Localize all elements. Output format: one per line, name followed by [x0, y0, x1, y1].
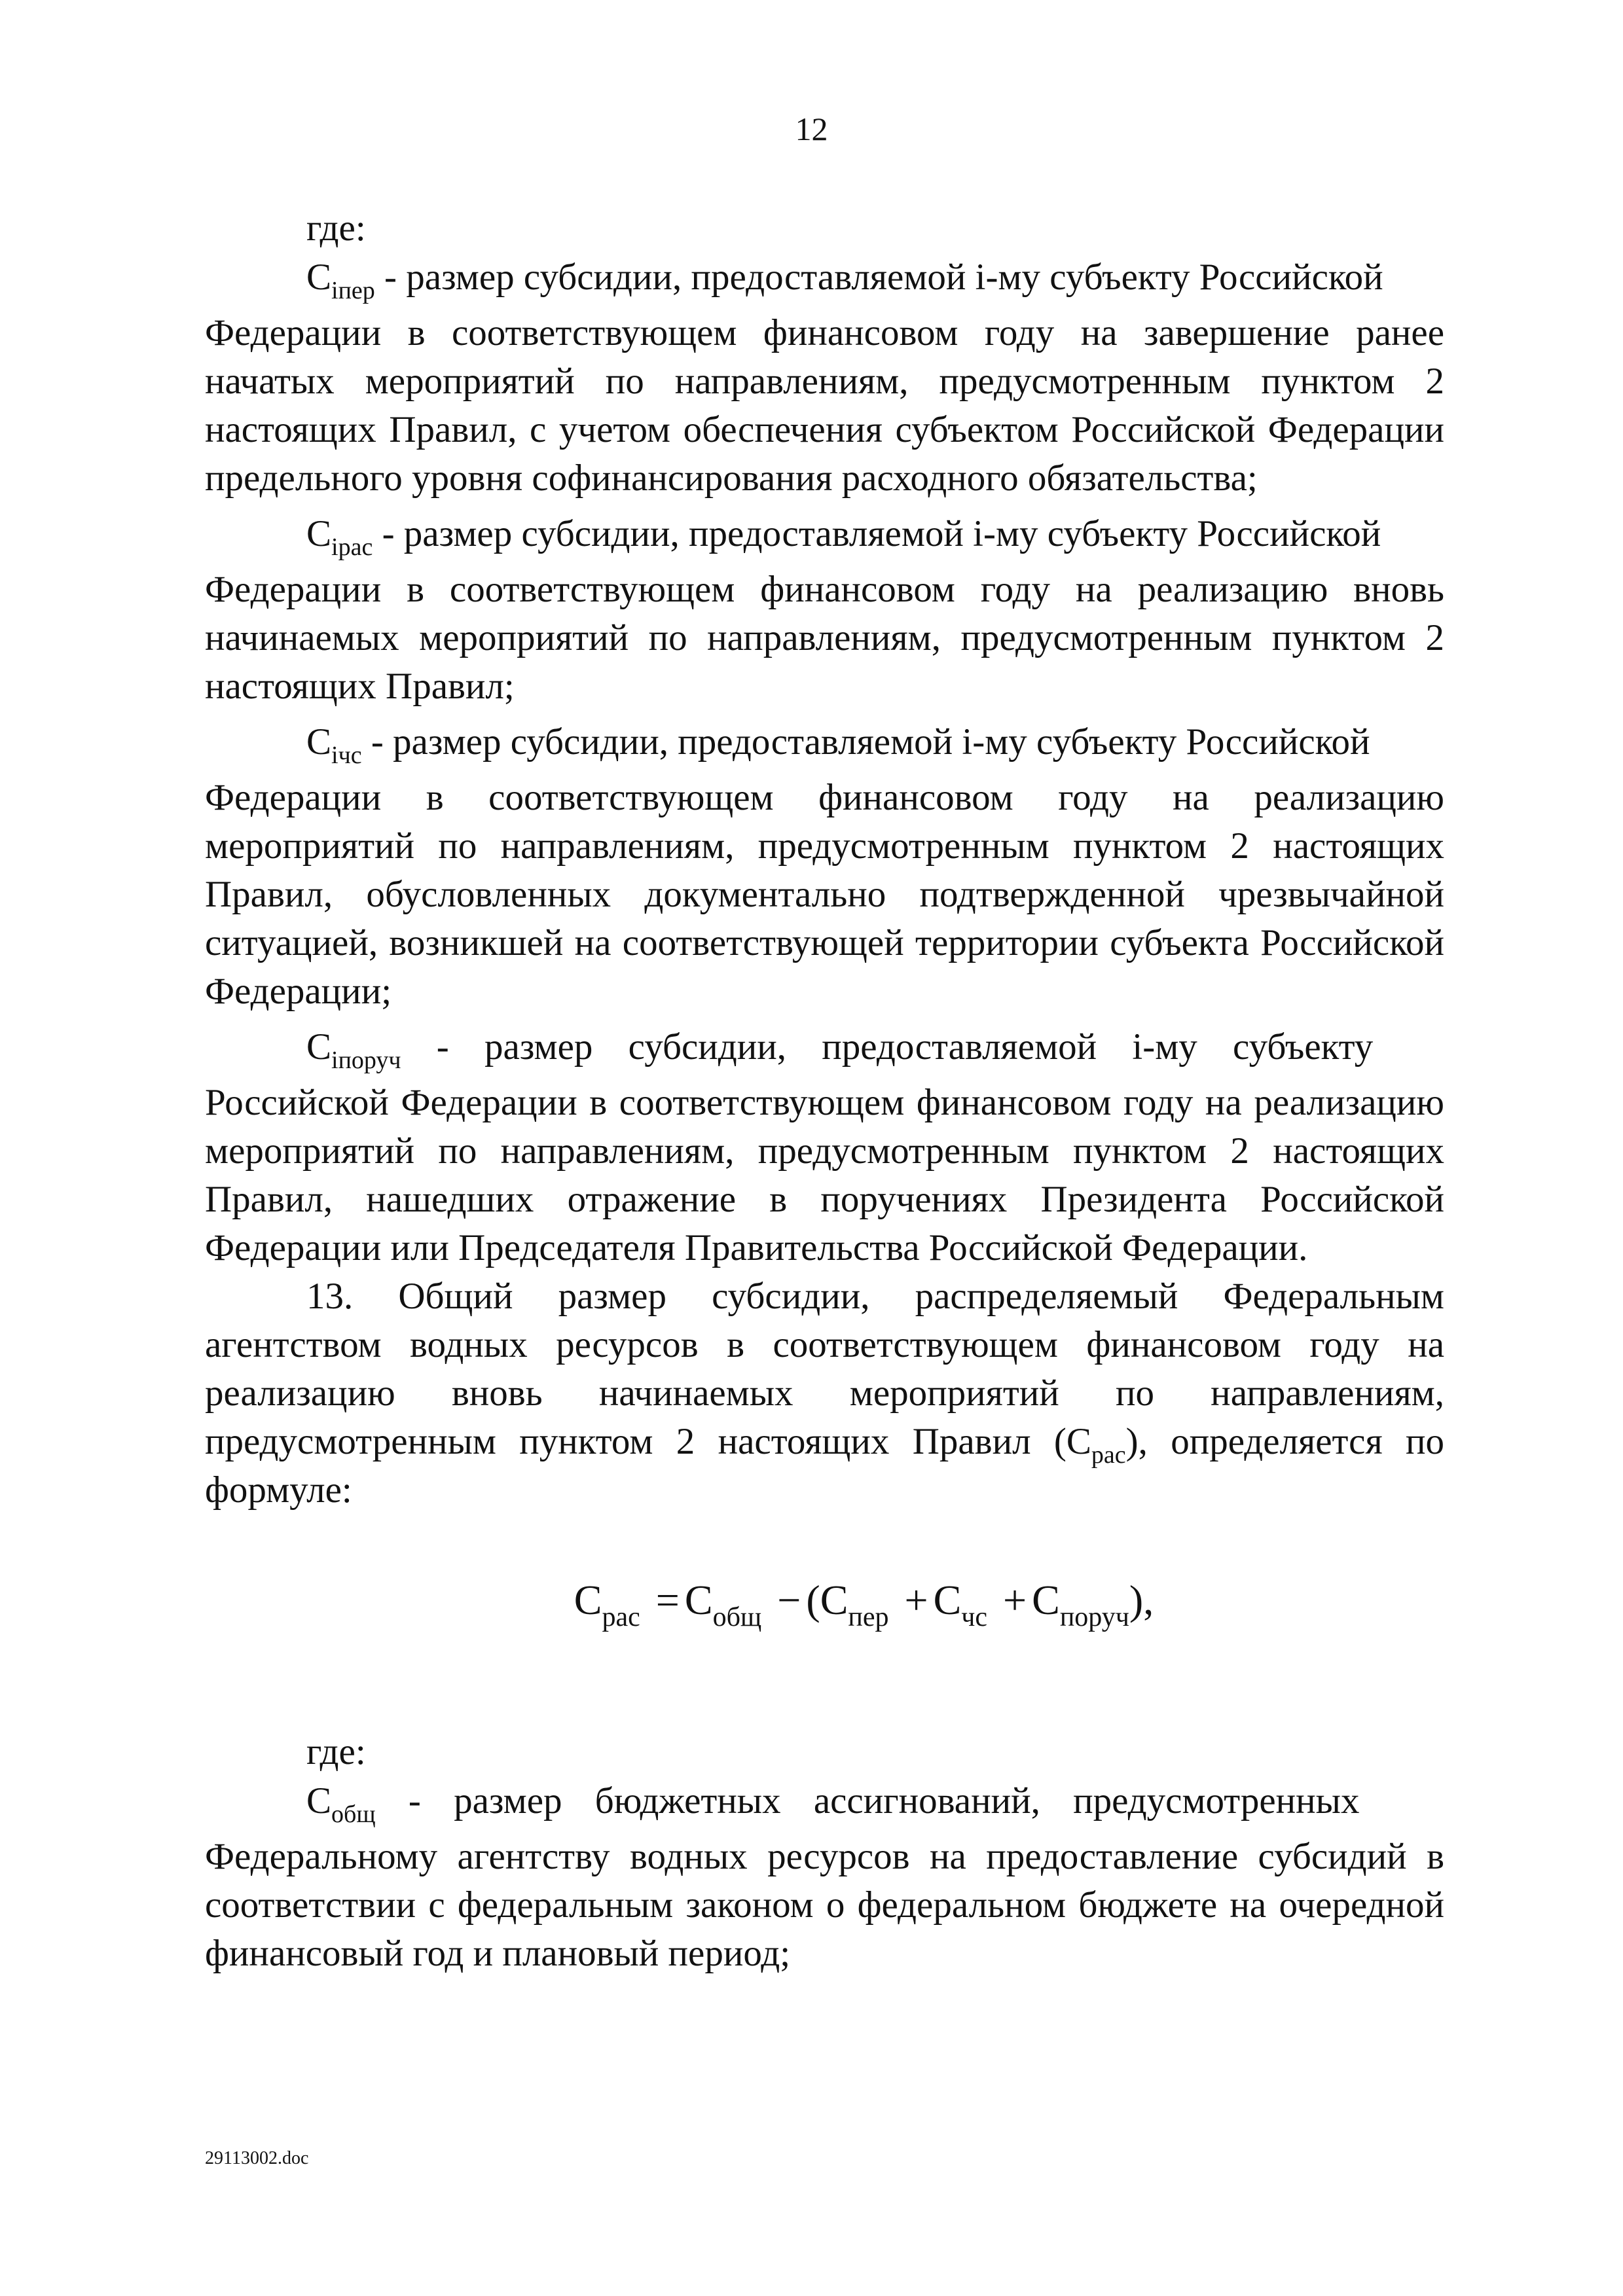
document-body — [205, 204, 1444, 1978]
symbol: C — [306, 721, 332, 762]
footer-filename: 29113002.doc — [205, 2148, 309, 2168]
subscript: iпер — [331, 277, 375, 304]
definition-text: Российской Федерации в соответствующем финансовом году на реализацию мероприятий по направлениям, предусмотренным пунктом 2 настоящих Правил, нашедших отражение в поручениях Президента Российской Федерации или Председателя Правительства Российской Федерации. — [205, 1082, 1444, 1268]
where-label-2: где: — [306, 1731, 366, 1772]
formula-paren-open: ( — [806, 1577, 820, 1623]
definition-lead: - размер субсидии, предоставляемой i-му субъекту — [436, 1026, 1374, 1067]
definition-ichs — [205, 711, 1444, 774]
definition-iper — [205, 246, 1444, 309]
definition-iporuch — [205, 1016, 1444, 1079]
formula-subscript: поруч — [1059, 1602, 1129, 1632]
definition-obsh — [205, 1770, 1444, 1833]
formula-equals: = — [655, 1577, 680, 1623]
formula-symbol: C — [1032, 1577, 1060, 1623]
formula-symbol: C — [684, 1577, 713, 1623]
symbol: C — [306, 1780, 332, 1821]
formula-subscript: общ — [712, 1602, 762, 1632]
formula-subscript: рас — [602, 1602, 640, 1632]
subscript: iрас — [331, 533, 373, 561]
section-13-text: 13. Общий размер субсидии, распределяемый Федеральным агентством водных ресурсов в соответствующем финансовом году на реализацию вновь начинаемых мероприятий по направлениям, предусмотренным пунктом 2 настоящих Правил (C — [205, 1276, 1444, 1462]
definition-text: Федеральному агентству водных ресурсов на предоставление субсидий в соответствии с федеральным законом о федеральном бюджете на очередной финансовый год и плановый период; — [205, 1836, 1444, 1974]
formula-plus: + — [904, 1577, 928, 1623]
section-13 — [205, 1272, 1444, 1515]
symbol: C — [306, 257, 332, 298]
symbol: C — [306, 1026, 332, 1067]
section-13-text-end: ), определяется по формуле: — [205, 1421, 1445, 1511]
definition-lead: - размер бюджетных ассигнований, предусмотренных — [408, 1780, 1360, 1821]
definition-text: Федерации в соответствующем финансовом году на реализацию мероприятий по направлениям, предусмотренным пунктом 2 настоящих Правил, обусловленных документально подтвержденной чрезвычайной ситуацией, возникшей на соответствующей территории субъекта Российской Федерации; — [205, 777, 1444, 1012]
formula-paren-close: ), — [1129, 1577, 1154, 1623]
definition-text: Федерации в соответствующем финансовом году на реализацию вновь начинаемых мероприятий по направлениям, предусмотренным пунктом 2 настоящих Правил; — [205, 569, 1444, 707]
subscript: iпоруч — [331, 1047, 401, 1074]
formula-minus: − — [777, 1577, 801, 1623]
subscript: общ — [331, 1801, 376, 1828]
formula-symbol: C — [933, 1577, 962, 1623]
formula-subscript: чс — [961, 1602, 988, 1632]
formula-symbol: C — [574, 1577, 602, 1623]
inline-subscript: рас — [1091, 1441, 1126, 1469]
formula-symbol: C — [820, 1577, 848, 1623]
where-label: где: — [306, 207, 366, 249]
formula-subscript: пер — [848, 1602, 889, 1632]
definition-text: Федерации в соответствующем финансовом году на завершение ранее начатых мероприятий по направлениям, предусмотренным пунктом 2 настоящих Правил, с учетом обеспечения субъектом Российской Федерации предельного уровня софинансирования расходного обязательства; — [205, 312, 1444, 499]
definition-iras — [205, 503, 1444, 565]
symbol: C — [306, 513, 332, 554]
definition-lead: - размер субсидии, предоставляемой i-му субъекту Российской — [382, 513, 1381, 554]
definition-lead: - размер субсидии, предоставляемой i-му субъекту Российской — [384, 257, 1383, 298]
formula — [205, 1571, 1444, 1630]
page-number: 12 — [795, 111, 828, 147]
definition-lead: - размер субсидии, предоставляемой i-му субъекту Российской — [371, 721, 1370, 762]
formula-plus: + — [1003, 1577, 1027, 1623]
subscript: iчс — [331, 742, 362, 769]
